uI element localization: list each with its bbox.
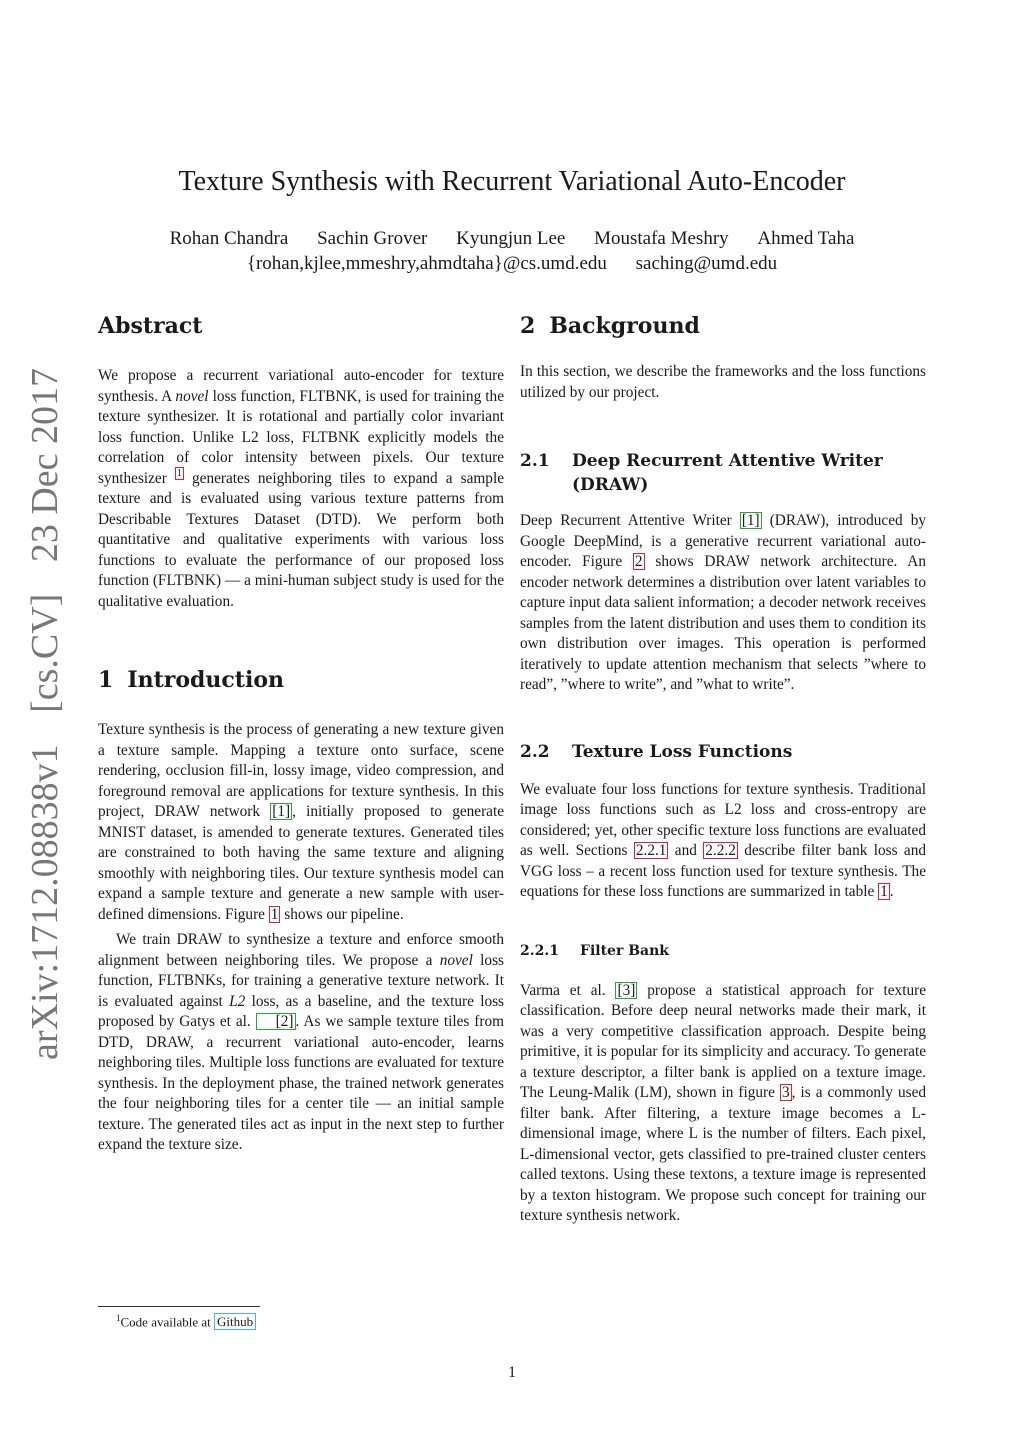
figure-ref-link[interactable]: 1 [270, 905, 279, 923]
table-ref-link[interactable]: 1 [880, 883, 888, 900]
texture-loss-paragraph: We evaluate four loss functions for texture synthesis. Traditional image loss functions such as L2 loss and cross-entropy are considered; yet, other specific texture loss functions are evaluated as well. Sections 2.2.1 and 2.2.2 describe filter bank loss and VGG loss – a recent loss function used for texture synthesis. The equations for these loss functions are summarized in table 1 . [520, 780, 926, 900]
draw-paragraph: Deep Recurrent Attentive Writer [1] (DRAW), introduced by Google DeepMind, is a generative recurrent variational auto-encoder. Figure 2 shows DRAW network architecture. An encoder network determines a distribution over latent variables to capture input data salient information; a decoder network receives samples from the latent distribution and uses them to condition its own distribution over images. This operation is performed iteratively to update attention mechanism that selects ”where to read”, ”where to write”, and ”what to write”. [520, 512, 926, 693]
intro-paragraph-2: We train DRAW to synthesize a texture and enforce smooth alignment between neighboring tiles. We propose a novel loss function, FLTBNKs, for training a generative texture network. It is evaluated against L2 loss, as a baseline, and the texture loss proposed by Gatys et al. [2] . As we sample texture tiles from DTD, DRAW, a recurrent variational auto-encoder, learns neighboring tiles. Multiple loss functions are evaluated for texture synthesis. In the deployment phase, the trained network generates the four neighboring tiles for a center tile — an initial sample texture. The generated tiles act as input in the next step to further expand the texture size. [98, 931, 504, 1153]
arxiv-id: arXiv:1712.08838v1 [24, 744, 66, 1060]
github-link[interactable]: Github [214, 1313, 256, 1330]
author-block [0, 226, 1024, 276]
author-name: Kyungjun Lee [456, 228, 566, 249]
author-name: Sachin Grover [317, 228, 428, 249]
abstract-heading: Abstract [98, 313, 203, 339]
figure-ref-link[interactable]: 3 [781, 1084, 790, 1101]
intro-paragraph-1: Texture synthesis is the process of generating a new texture given a texture sample. Mapping a texture onto surface, scene rendering, occlusion fill-in, lossy image, video compression, and foreground removal are applications for texture synthesis. In this project, DRAW network [1] , initially proposed to generate MNIST dataset, is amended to generate textures. Generated tiles are constrained to both having the same texture and aligning smoothly with neighboring tiles. Our texture synthesis model can expand a sample texture and generate a new sample with user-defined dimensions. Figure 1 shows our pipeline. [98, 721, 504, 923]
citation-link[interactable]: [1] [741, 512, 760, 529]
intro-heading: 1 Introduction [98, 667, 284, 693]
author-name: Rohan Chandra [169, 228, 289, 249]
author-email: {rohan,kjlee,mmeshry,ahmdtaha}@cs.umd.edu [246, 253, 607, 274]
author-names [0, 226, 1024, 251]
author-name: Ahmed Taha [757, 228, 855, 249]
filter-bank-heading: 2.2.1 Filter Bank [520, 942, 669, 959]
left-column [98, 310, 504, 1156]
citation-link[interactable]: [3] [617, 981, 636, 999]
draw-heading: 2.1 Deep Recurrent Attentive Writer (DRAW) [520, 451, 883, 495]
figure-ref-link[interactable]: 2 [634, 553, 643, 570]
section-ref-link[interactable]: 2.2.2 [705, 842, 736, 859]
paper-title: Texture Synthesis with Recurrent Variational Auto-Encoder [178, 166, 846, 197]
texture-loss-heading: 2.2 Texture Loss Functions [520, 741, 793, 762]
footnote: $^1$Code available at Github [116, 1313, 256, 1330]
author-emails [0, 251, 1024, 276]
right-column [520, 310, 926, 1227]
arxiv-date: 23 Dec 2017 [24, 367, 66, 563]
citation-link[interactable]: [2] [256, 1013, 296, 1030]
author-email: saching@umd.edu [635, 253, 778, 274]
section-ref-link[interactable]: 2.2.1 [635, 842, 667, 859]
abstract-text: We propose a recurrent variational auto-encoder for texture synthesis. A novel loss function, FLTBNK, is used for training the texture synthesizer. It is rotational and partially color invariant loss function. Unlike L2 loss, FLTBNK explicitly models the correlation of color intensity between pixels. Our texture synthesizer $^1$ generates neighboring tiles to expand a sample texture and is evaluated using various texture patterns from Describable Textures Dataset (DTD). We perform both quantitative and qualitative experiments with various loss functions to evaluate the performance of our proposed loss function (FLTBNK) — a mini-human subject study is used for the qualitative evaluation. [98, 367, 504, 610]
footnote-link[interactable]: 1 [176, 468, 182, 480]
background-heading: 2 Background [520, 313, 700, 339]
author-name: Moustafa Meshry [594, 228, 729, 249]
arxiv-category: [cs.CV] [24, 593, 66, 713]
filter-bank-paragraph: Varma et al. [3] propose a statistical approach for texture classification. Before deep neural networks made their mark, it was a very competitive classification approach. Despite being primitive, it is popular for its simplicity and accuracy. To generate a texture descriptor, a filter bank is applied on a texture image. The Leung-Malik (LM), shown in figure 3 , is a commonly used filter bank. After filtering, a texture image becomes a L-dimensional image, where L is the number of filters. Each pixel, L-dimensional vector, gets classified to pre-trained cluster centers called textons. Using these textons, a texture image is represented by a texton histogram. We propose such concept for training our texture synthesis network. [520, 981, 927, 1224]
page-number: 1 [508, 1364, 516, 1381]
background-intro: In this section, we describe the frameworks and the loss functions utilized by our project. [520, 363, 926, 401]
footnote-rule [98, 1306, 260, 1307]
citation-link[interactable]: [1] [272, 803, 291, 820]
arxiv-sidebar-stamp [20, 367, 70, 1060]
